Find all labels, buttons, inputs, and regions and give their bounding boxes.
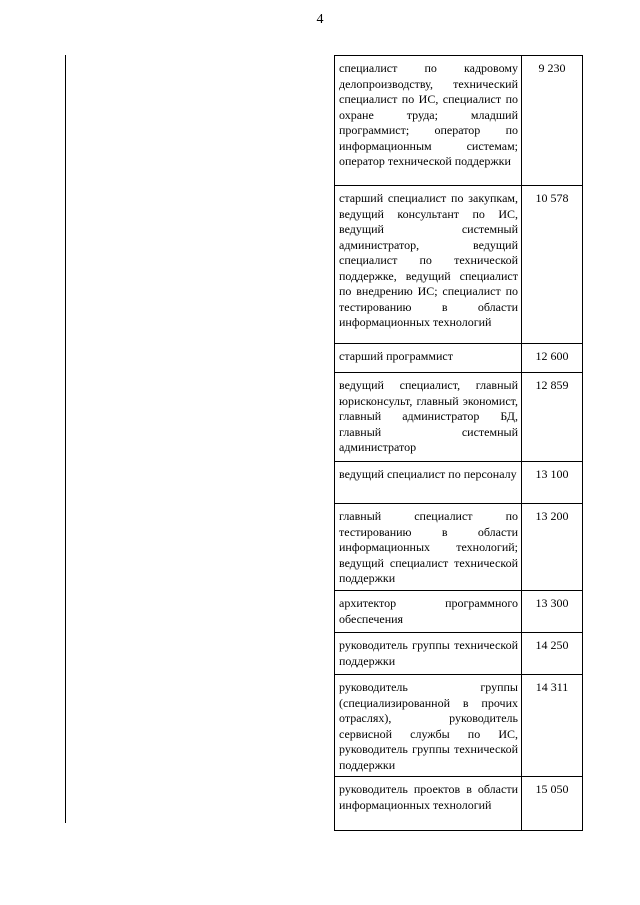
table-row	[335, 186, 583, 344]
salary-value: 13 100	[535, 467, 569, 481]
position-text: главный специалист по тестированию в области информационных технологий; ведущий специалист технической поддержки	[339, 509, 518, 585]
position-text: старший программист	[339, 349, 453, 363]
table-row	[335, 373, 583, 462]
position-cell	[335, 186, 522, 344]
table-row	[335, 777, 583, 831]
position-cell	[335, 373, 522, 462]
position-cell	[335, 462, 522, 504]
position-cell	[335, 591, 522, 633]
position-text: старший специалист по закупкам, ведущий консультант по ИС, ведущий системный администратор, ведущий специалист по технической поддержке, ведущий специалист по внедрению ИС; специалист по тестированию в области информационных технологий	[339, 191, 518, 329]
page-number: 4	[316, 12, 324, 27]
position-cell	[335, 504, 522, 591]
salary-cell	[522, 56, 583, 186]
salary-cell	[522, 504, 583, 591]
salary-cell	[522, 373, 583, 462]
salary-cell	[522, 777, 583, 831]
salary-value: 14 311	[535, 680, 569, 694]
salary-cell	[522, 675, 583, 777]
salary-table	[334, 55, 583, 831]
salary-cell	[522, 344, 583, 373]
position-cell	[335, 777, 522, 831]
salary-value: 10 578	[535, 191, 569, 205]
table-row	[335, 675, 583, 777]
salary-cell	[522, 591, 583, 633]
position-cell	[335, 56, 522, 186]
salary-cell	[522, 633, 583, 675]
position-text: руководитель группы (специализированной в прочих отраслях), руководитель сервисной службы по ИС, руководитель группы технической поддержки	[339, 680, 518, 772]
table-row	[335, 591, 583, 633]
salary-cell	[522, 462, 583, 504]
table-row	[335, 633, 583, 675]
salary-value: 15 050	[535, 782, 569, 796]
table-row	[335, 56, 583, 186]
position-text: руководитель группы технической поддержки	[339, 638, 518, 668]
table-row	[335, 504, 583, 591]
position-text: руководитель проектов в области информационных технологий	[339, 782, 518, 812]
position-text: ведущий специалист по персоналу	[339, 467, 517, 481]
position-cell	[335, 633, 522, 675]
salary-value: 12 600	[535, 349, 569, 363]
salary-value: 13 200	[535, 509, 569, 523]
table-row	[335, 462, 583, 504]
salary-cell	[522, 186, 583, 344]
position-text: ведущий специалист, главный юрисконсульт, главный экономист, главный администратор БД, главный системный администратор	[339, 378, 518, 454]
salary-value: 12 859	[535, 378, 569, 392]
position-cell	[335, 344, 522, 373]
position-text: архитектор программного обеспечения	[339, 596, 518, 626]
salary-value: 13 300	[535, 596, 569, 610]
salary-value: 9 230	[538, 61, 566, 75]
position-text: специалист по кадровому делопроизводству, технический специалист по ИС, специалист по охране труда; младший программист; оператор по информационным системам; оператор технической поддержки	[339, 61, 518, 168]
table-row	[335, 344, 583, 373]
left-margin-rule	[65, 55, 66, 823]
position-cell	[335, 675, 522, 777]
salary-value: 14 250	[535, 638, 569, 652]
